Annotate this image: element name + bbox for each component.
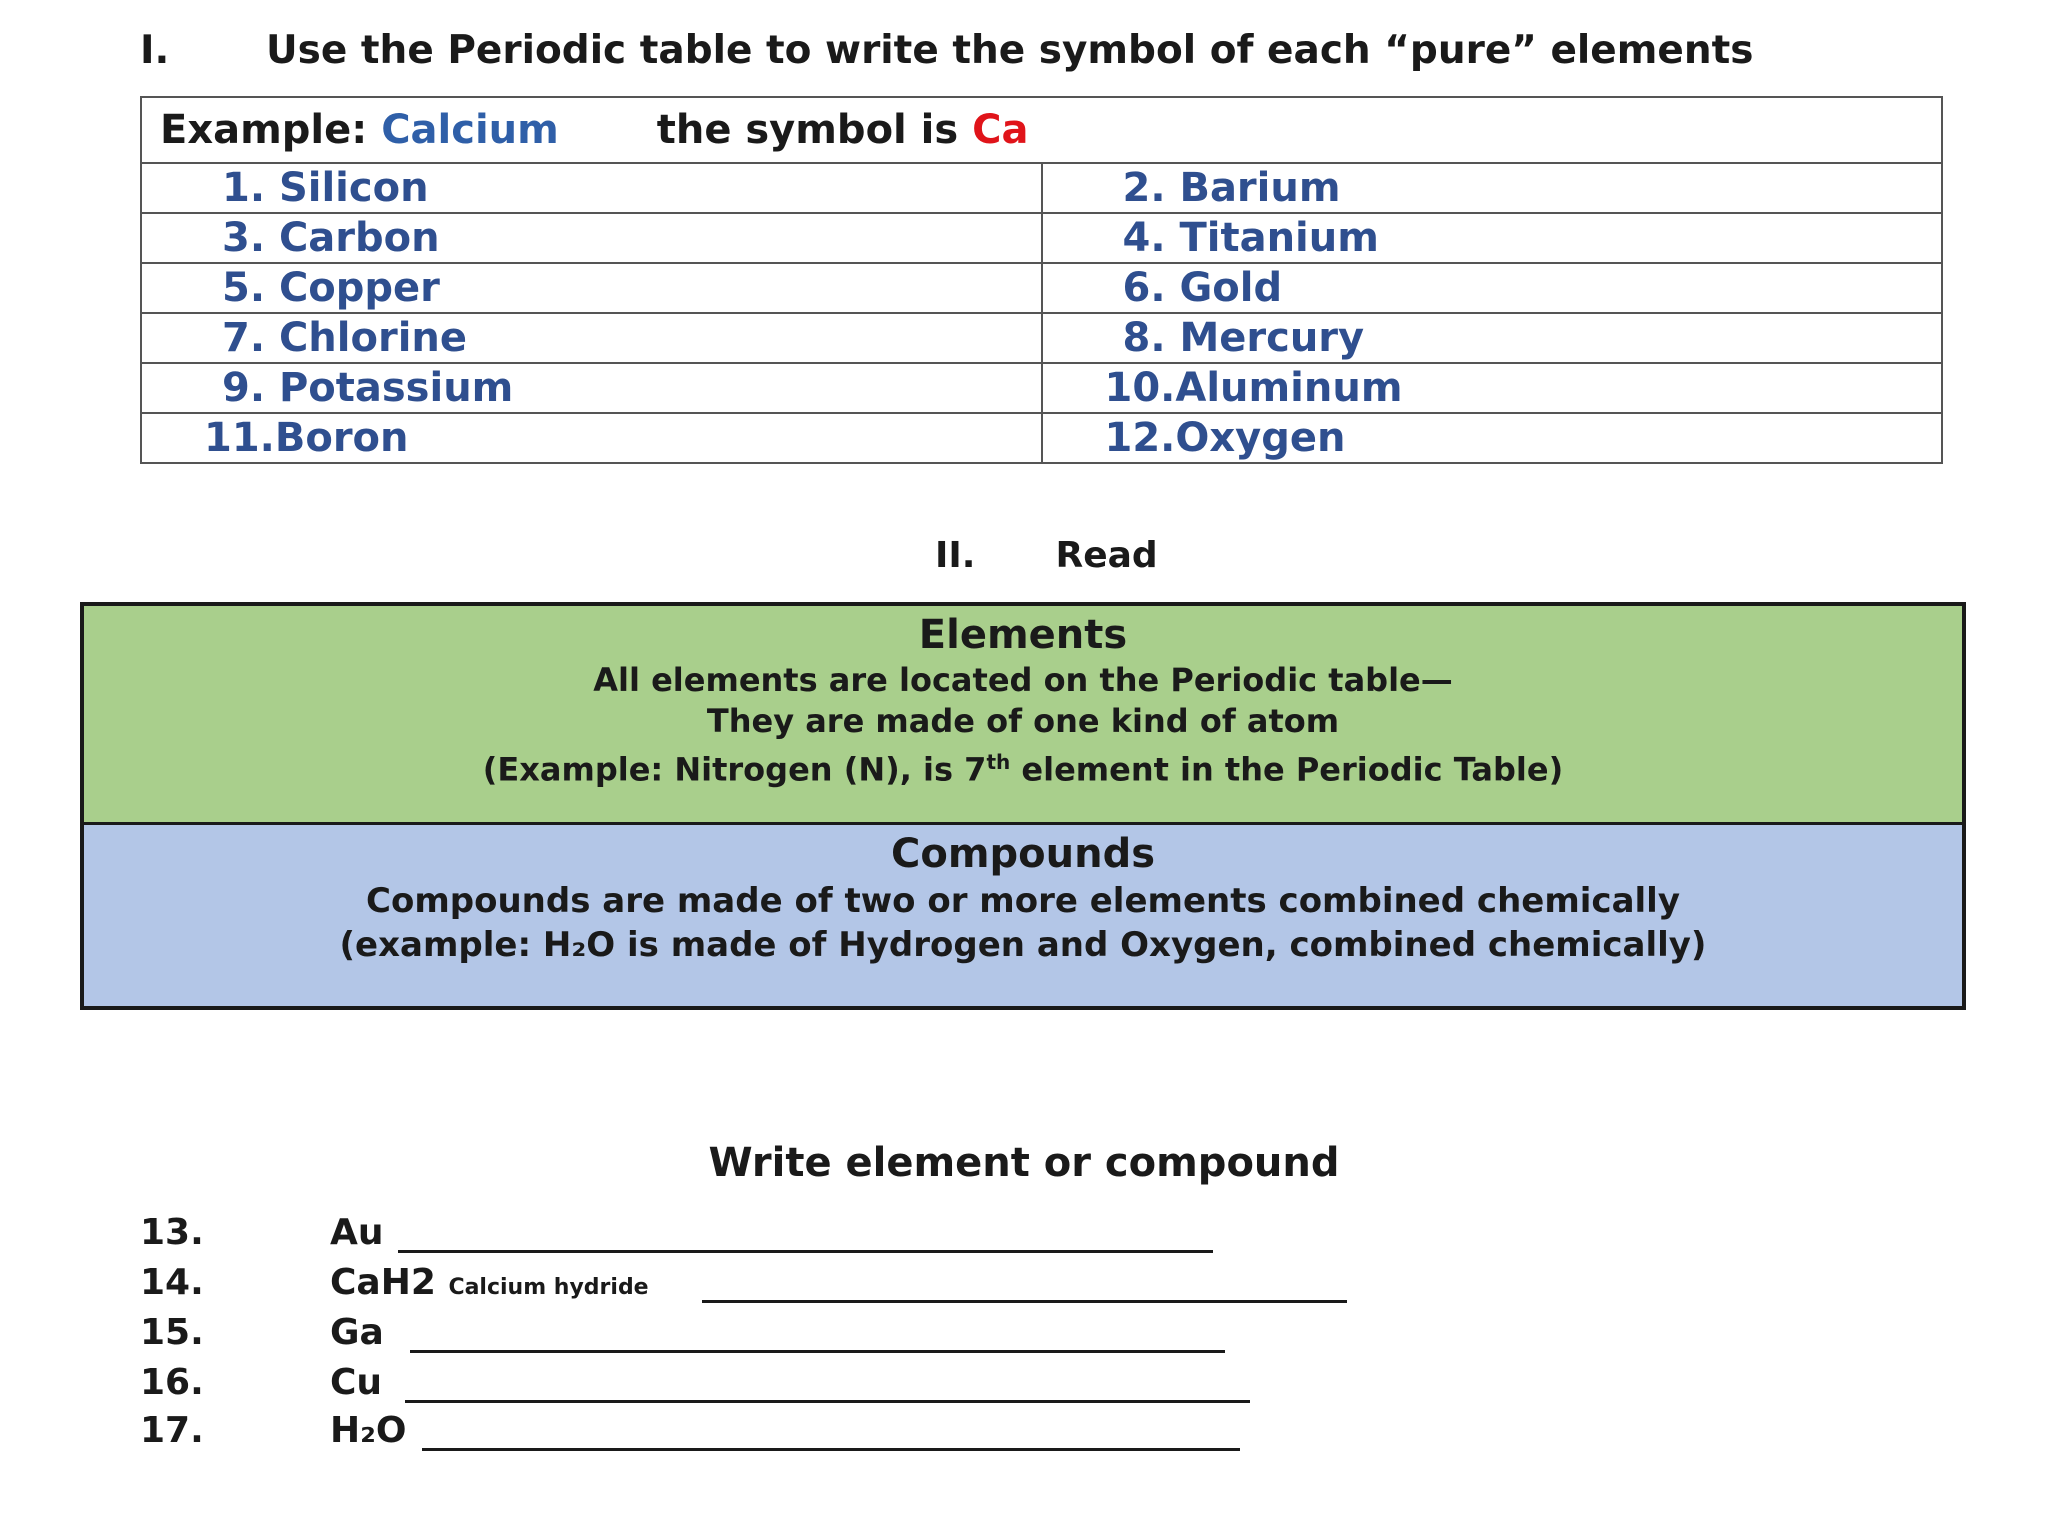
question-number: 13.: [140, 1212, 204, 1253]
elements-heading: Elements: [918, 612, 1128, 658]
question-formula: Au: [330, 1212, 384, 1253]
element-label: 10.Aluminum: [1104, 365, 1403, 411]
question-number: 16.: [140, 1362, 204, 1403]
elements-box: [80, 602, 1966, 826]
question-note: Calcium hydride: [448, 1275, 649, 1300]
element-cell: [141, 263, 1042, 313]
compounds-line-2: (example: H₂O is made of Hydrogen and Oxygen, combined chemically): [339, 925, 1707, 965]
element-label: 4. Titanium: [1122, 215, 1379, 261]
answer-line[interactable]: [702, 1300, 1347, 1303]
example-element: Calcium: [381, 107, 559, 153]
element-cell: [141, 413, 1042, 463]
question-formula-wrap: [330, 1262, 649, 1303]
question-number: 15.: [140, 1312, 204, 1353]
table-row: [141, 413, 1942, 463]
section-1-number: I.: [140, 28, 170, 73]
element-cell: [141, 363, 1042, 413]
answer-line[interactable]: [422, 1448, 1240, 1451]
element-cell: [1042, 213, 1943, 263]
element-cell: [141, 313, 1042, 363]
question-number: 14.: [140, 1262, 204, 1303]
compounds-heading: Compounds: [890, 831, 1156, 877]
section-1-heading: [140, 28, 1940, 78]
question-formula: Cu: [330, 1362, 383, 1403]
section-2-heading: [935, 535, 1158, 576]
elements-line-1: All elements are located on the Periodic table—: [593, 661, 1453, 699]
section-1-instruction: Use the Periodic table to write the symbol of each “pure” elements: [266, 28, 1754, 73]
example-row: [141, 97, 1942, 163]
elements-line-3-pre: (Example: Nitrogen (N), is 7: [482, 750, 987, 789]
element-label: 11.Boron: [204, 415, 409, 461]
element-cell: [141, 163, 1042, 213]
element-label: 3. Carbon: [222, 215, 440, 261]
table-row: [141, 363, 1942, 413]
write-title: Write element or compound: [708, 1140, 1340, 1186]
section-2-label: Read: [1055, 535, 1158, 576]
element-cell: [1042, 313, 1943, 363]
example-cell: [141, 97, 1942, 163]
element-cell: [1042, 263, 1943, 313]
element-cell: [141, 213, 1042, 263]
question-formula: Ga: [330, 1312, 384, 1353]
element-label: 2. Barium: [1122, 165, 1341, 211]
element-label: 5. Copper: [222, 265, 440, 311]
element-label: 12.Oxygen: [1104, 415, 1346, 461]
table-row: [141, 213, 1942, 263]
question-formula: CaH2: [330, 1262, 436, 1303]
compounds-line-1: Compounds are made of two or more elements combined chemically: [366, 881, 1680, 921]
element-label: 1. Silicon: [222, 165, 429, 211]
compounds-box: [80, 822, 1966, 1010]
element-label: 7. Chlorine: [222, 315, 468, 361]
table-row: [141, 313, 1942, 363]
question-number: 17.: [140, 1410, 204, 1451]
answer-line[interactable]: [410, 1350, 1225, 1353]
element-cell: [1042, 363, 1943, 413]
example-prefix: Example:: [160, 107, 368, 153]
element-cell: [1042, 163, 1943, 213]
elements-line-3-sup: th: [986, 750, 1011, 774]
elements-line-2: They are made of one kind of atom: [706, 702, 1340, 740]
elements-line-3-post: element in the Periodic Table): [1010, 750, 1564, 789]
question-formula: H₂O: [330, 1410, 407, 1451]
example-middle: the symbol is: [656, 107, 959, 153]
elements-line-3: [84, 742, 1962, 791]
elements-table: [140, 96, 1943, 464]
example-symbol: Ca: [972, 107, 1029, 153]
element-label: 8. Mercury: [1122, 315, 1365, 361]
answer-line[interactable]: [405, 1400, 1250, 1403]
answer-line[interactable]: [398, 1250, 1213, 1253]
element-label: 6. Gold: [1122, 265, 1283, 311]
table-row: [141, 263, 1942, 313]
table-row: [141, 163, 1942, 213]
section-2-number: II.: [935, 535, 976, 576]
element-label: 9. Potassium: [222, 365, 514, 411]
element-cell: [1042, 413, 1943, 463]
